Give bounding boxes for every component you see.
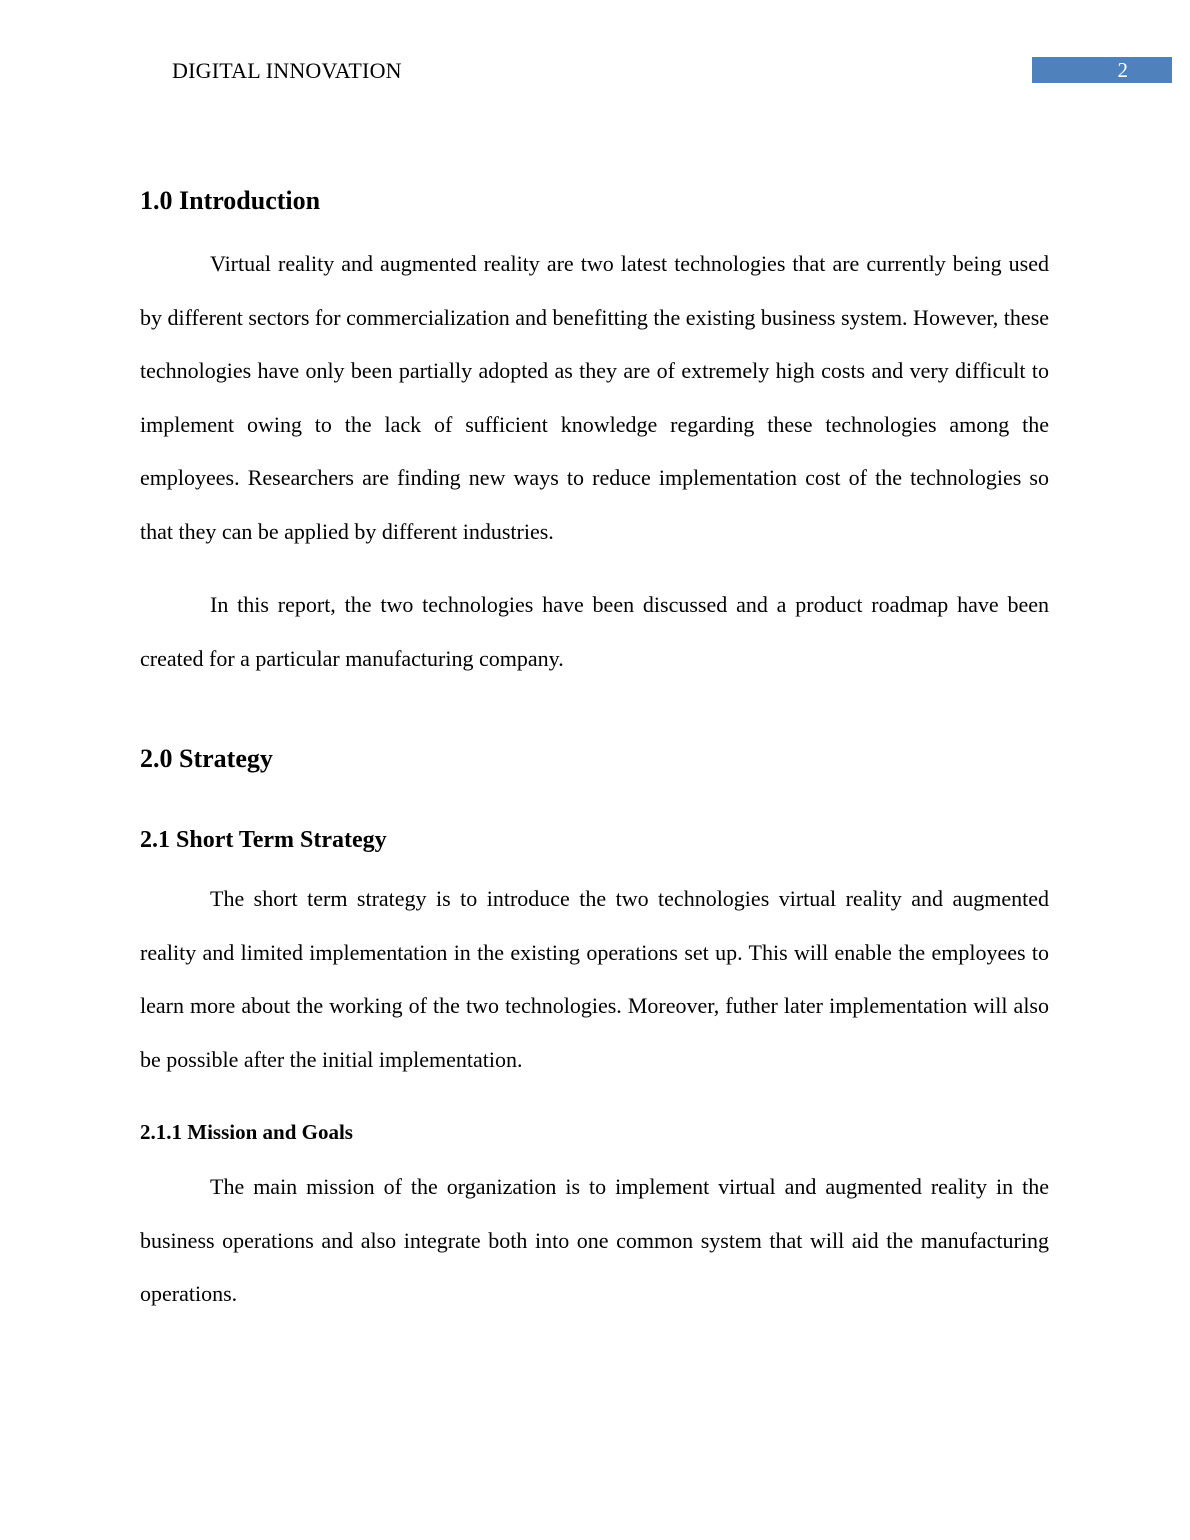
page-number-box — [1032, 57, 1172, 83]
heading-strategy: 2.0 Strategy — [140, 744, 273, 773]
heading-introduction: 1.0 Introduction — [140, 186, 321, 215]
heading-mission-and-goals: 2.1.1 Mission and Goals — [140, 1120, 353, 1144]
page-number: 2 — [1117, 58, 1128, 82]
running-head: DIGITAL INNOVATION — [172, 58, 402, 83]
mission-paragraph: The main mission of the organization is to implement virtual and augmented reality in the business operations and also integrate both into one common system that will aid the manufacturing operations. — [140, 1174, 1049, 1307]
intro-paragraph-2: In this report, the two technologies have been discussed and a product roadmap have been created for a particular manufacturing company. — [140, 592, 1049, 671]
short-term-paragraph: The short term strategy is to introduce the two technologies virtual reality and augmented reality and limited implementation in the existing operations set up. This will enable the employees to learn more about the working of the two technologies. Moreover, futher later implementation will also be possible after the initial implementation. — [140, 886, 1049, 1072]
intro-paragraph-1: Virtual reality and augmented reality are two latest technologies that are currently being used by different sectors for commercialization and benefitting the existing business system. However, these technologies have only been partially adopted as they are of extremely high costs and very difficult to implement owing to the lack of sufficient knowledge regarding these technologies among the employees. Researchers are finding new ways to reduce implementation cost of the technologies so that they can be applied by different industries. — [140, 251, 1050, 544]
heading-short-term-strategy: 2.1 Short Term Strategy — [140, 827, 387, 853]
